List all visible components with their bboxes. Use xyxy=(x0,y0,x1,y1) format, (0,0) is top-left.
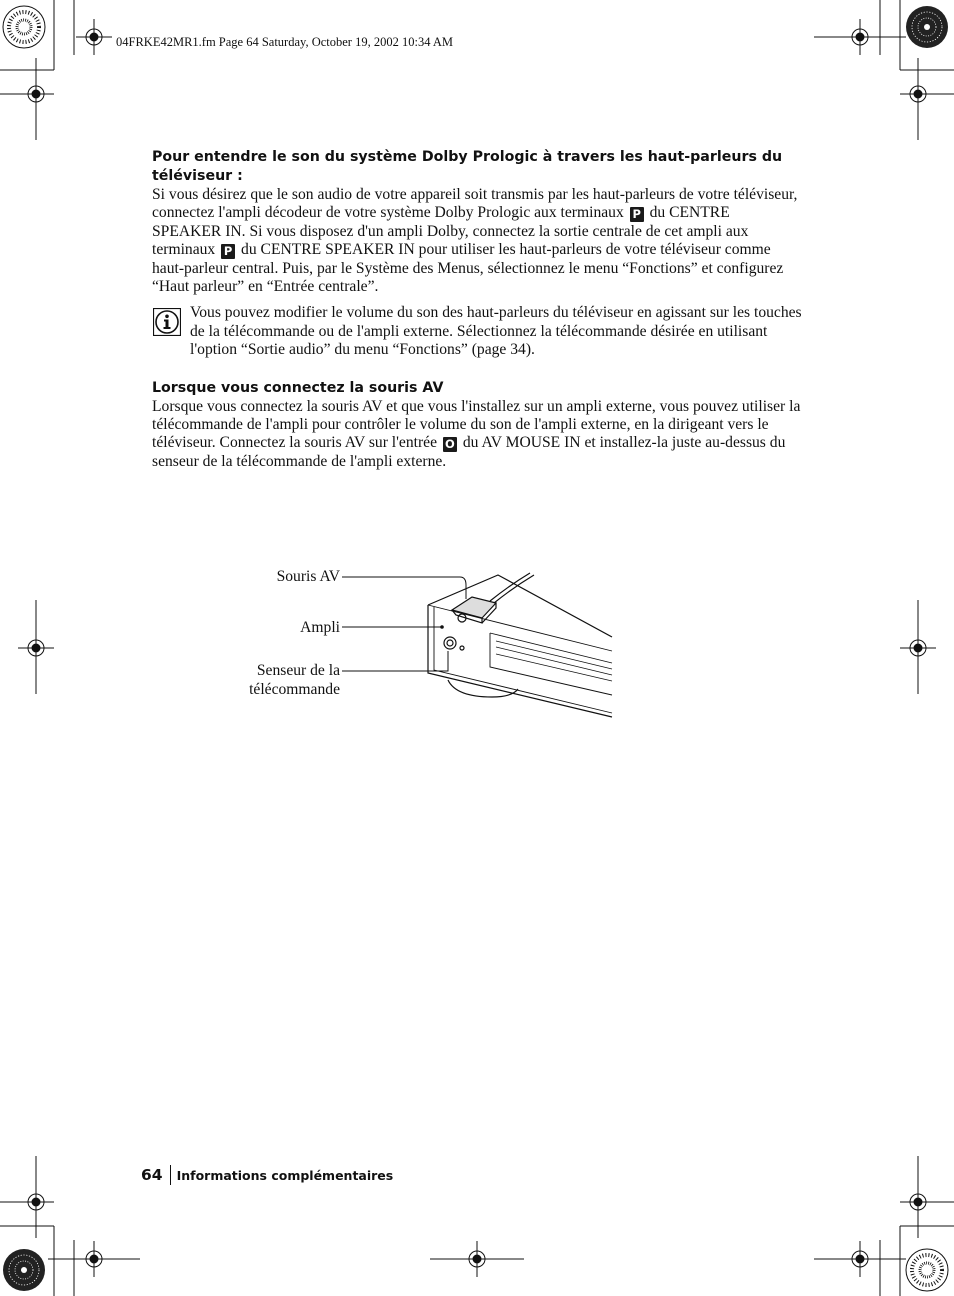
av-mouse-heading: Lorsque vous connectez la souris AV xyxy=(152,379,444,396)
av-input-o-key-icon: O xyxy=(443,437,457,452)
dolby-paragraph xyxy=(152,186,802,296)
dolby-text-3: du CENTRE SPEAKER IN pour utiliser les haut-parleurs de votre téléviseur comme haut-parleur central. Puis, par le Système des Menus, sélectionnez le menu “Fonctions” et configurez “Haut parleur” en “Entrée centrale”. xyxy=(152,241,784,296)
dolby-text-1: Si vous désirez que le son audio de votre appareil soit transmis par les haut-parleurs de votre téléviseur, connectez l'ampli décodeur de votre système Dolby Prologic aux terminaux xyxy=(152,186,798,222)
terminal-p-key-icon: P xyxy=(221,244,235,259)
info-note xyxy=(152,304,802,359)
dolby-text-2: du CENTRE SPEAKER IN. Si vous disposez d'un ampli Dolby, connectez la sortie centrale de cet ampli aux terminaux xyxy=(152,204,749,259)
label-souris-av: Souris AV xyxy=(276,568,340,585)
av-mouse-paragraph xyxy=(152,398,802,472)
file-header: 04FRKE42MR1.fm Page 64 Saturday, October 19, 2002 10:34 AM xyxy=(116,35,454,49)
dolby-heading: Pour entendre le son du système Dolby Prologic à travers les haut-parleurs du téléviseur : xyxy=(152,149,783,184)
page-number: 64 xyxy=(141,1165,171,1185)
label-sensor-line1: Senseur de la xyxy=(256,662,340,679)
label-sensor-line2: télécommande xyxy=(249,681,340,698)
info-icon xyxy=(153,308,181,336)
label-sensor xyxy=(249,661,340,699)
footer-title: Informations complémentaires xyxy=(176,1168,394,1183)
av-mouse-diagram xyxy=(220,555,620,730)
av-mouse-section xyxy=(152,379,802,472)
label-ampli: Ampli xyxy=(300,619,340,636)
main-content xyxy=(152,148,802,471)
av-mouse-text-2: du AV MOUSE IN et installez-la juste au-dessus du senseur de la télécommande de l'ampli externe. xyxy=(152,434,786,470)
page-footer xyxy=(141,1165,393,1185)
dolby-section xyxy=(152,148,802,296)
info-note-text: Vous pouvez modifier le volume du son des haut-parleurs du téléviseur en agissant sur les touches de la télécommande ou de l'ampli externe. Sélectionnez la télécommande désirée en utilisant l'option “Sortie audio” du menu “Fonctions” (page 34). xyxy=(190,304,802,359)
av-mouse-text-1: Lorsque vous connectez la souris AV et que vous l'installez sur un ampli externe, vous pouvez utiliser la télécommande de l'ampli pour contrôler le volume du son de l'ampli externe, en la dirigeant vers le téléviseur. Connectez la souris AV sur l'entrée xyxy=(152,397,801,452)
terminal-p-key-icon: P xyxy=(630,207,644,222)
